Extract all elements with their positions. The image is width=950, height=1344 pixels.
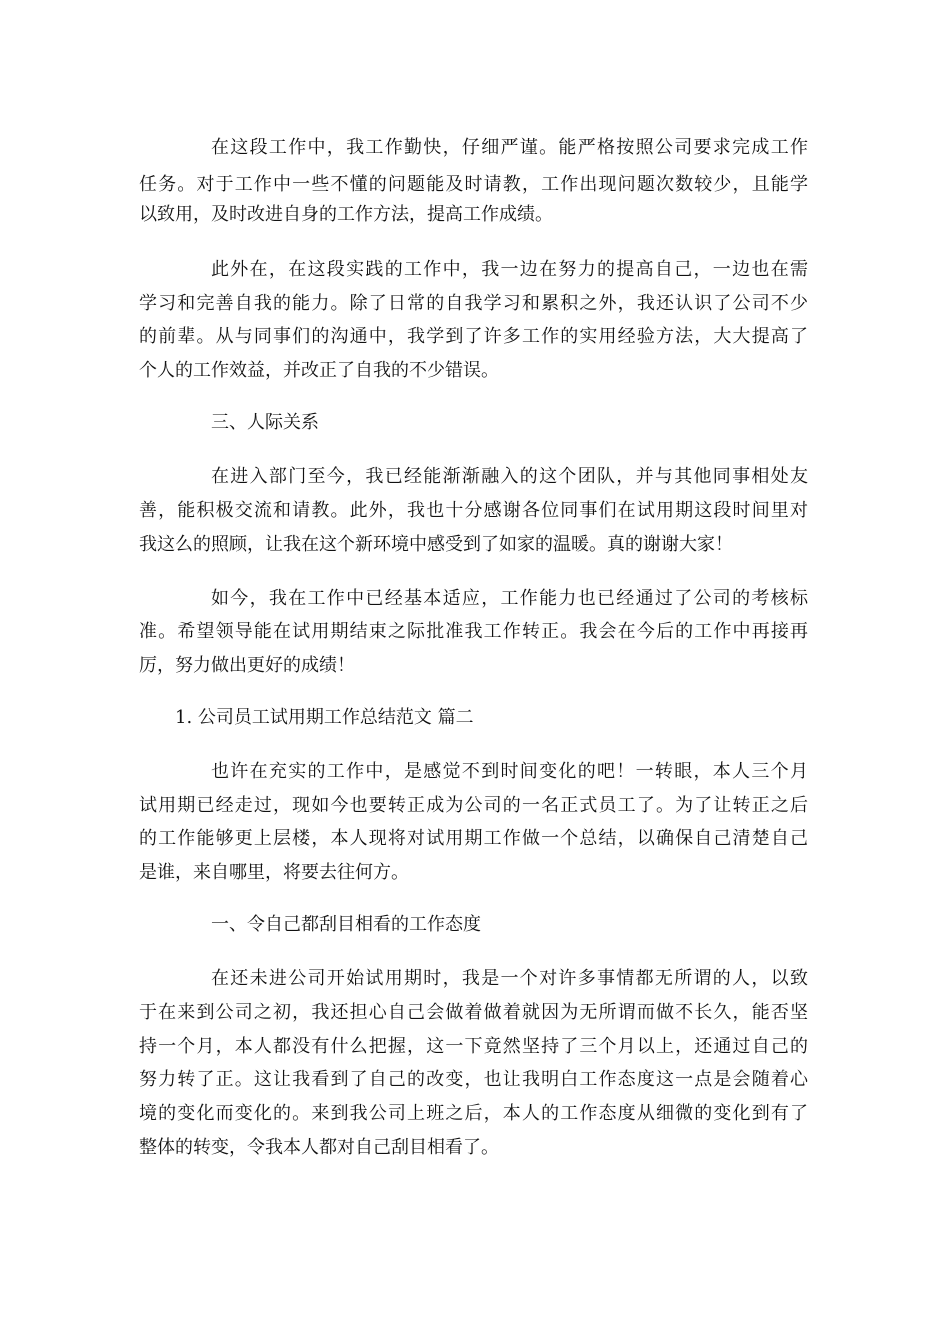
paragraph-line: 的工作能够更上层楼，本人现将对试用期工作做一个总结，以确保自己清楚自己: [139, 828, 808, 849]
section-heading: 一、令自己都刮目相看的工作态度: [211, 914, 481, 935]
paragraph-line: 是谁，来自哪里，将要去往何方。: [139, 862, 409, 883]
paragraph-line: 试用期已经走过，现如今也要转正成为公司的一名正式员工了。为了让转正之后: [139, 795, 808, 816]
paragraph-line: 整体的转变，令我本人都对自己刮目相看了。: [139, 1137, 499, 1158]
paragraph-line: 努力转了正。这让我看到了自己的改变，也让我明白工作态度这一点是会随着心: [139, 1069, 808, 1090]
paragraph-line: 也许在充实的工作中，是感觉不到时间变化的吧！一转眼，本人三个月: [211, 761, 808, 782]
paragraph-line: 的前辈。从与同事们的沟通中，我学到了许多工作的实用经验方法，大大提高了: [139, 326, 808, 347]
paragraph-line: 厉，努力做出更好的成绩！: [139, 655, 355, 676]
paragraph-line: 准。希望领导能在试用期结束之际批准我工作转正。我会在今后的工作中再接再: [139, 621, 808, 642]
paragraph-line: 任务。对于工作中一些不懂的问题能及时请教，工作出现问题次数较少，且能学: [139, 174, 808, 195]
paragraph-line: 善，能积极交流和请教。此外，我也十分感谢各位同事们在试用期这段时间里对: [139, 500, 808, 521]
paragraph-line: 境的变化而变化的。来到我公司上班之后，本人的工作态度从细微的变化到有了: [139, 1103, 808, 1124]
section-heading: 三、人际关系: [211, 412, 319, 433]
paragraph-line: 在这段工作中，我工作勤快，仔细严谨。能严格按照公司要求完成工作: [211, 137, 808, 158]
paragraph-line: 个人的工作效益，并改正了自我的不少错误。: [139, 360, 499, 381]
paragraph-line: 如今，我在工作中已经基本适应，工作能力也已经通过了公司的考核标: [211, 588, 808, 609]
paragraph-line: 此外在，在这段实践的工作中，我一边在努力的提高自己，一边也在需: [211, 259, 808, 280]
paragraph-line: 学习和完善自我的能力。除了日常的自我学习和累积之外，我还认识了公司不少: [139, 293, 808, 314]
paragraph-line: 持一个月，本人都没有什么把握，这一下竟然坚持了三个月以上，还通过自己的: [139, 1036, 808, 1057]
paragraph-line: 我这么的照顾，让我在这个新环境中感受到了如家的温暖。真的谢谢大家！: [139, 534, 733, 555]
paragraph-line: 以致用，及时改进自身的工作方法，提高工作成绩。: [139, 204, 553, 225]
paragraph-line: 在还未进公司开始试用期时，我是一个对许多事情都无所谓的人，以致: [211, 968, 808, 989]
article-heading: 1. 公司员工试用期工作总结范文 篇二: [175, 707, 474, 728]
paragraph-line: 在进入部门至今，我已经能渐渐融入的这个团队，并与其他同事相处友: [211, 466, 808, 487]
paragraph-line: 于在来到公司之初，我还担心自己会做着做着就因为无所谓而做不长久，能否坚: [139, 1002, 808, 1023]
